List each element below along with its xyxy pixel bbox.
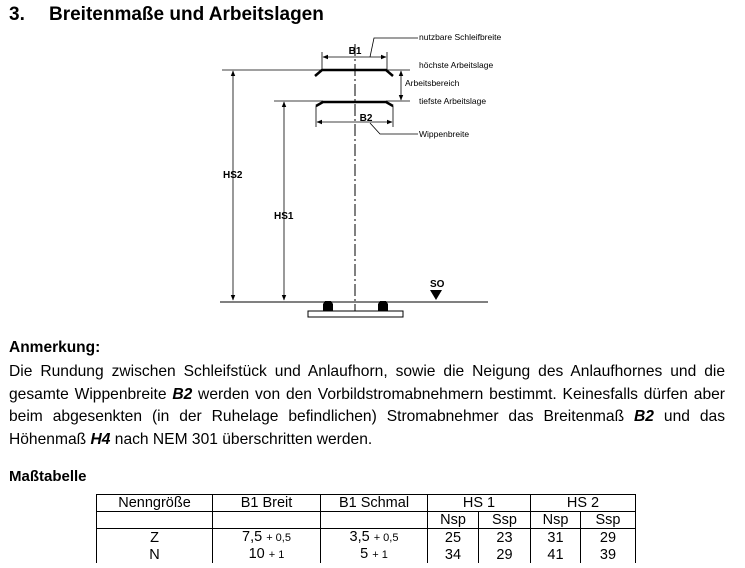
b2-term: B2 <box>172 385 193 403</box>
remark-heading: Anmerkung: <box>9 339 101 356</box>
base-plate <box>308 311 403 317</box>
label-hs1: HS1 <box>274 211 294 222</box>
subheader-hs1-nsp: Nsp <box>428 512 479 529</box>
table-heading: Maßtabelle <box>9 468 87 485</box>
table-row: N 10 + 1 5 + 1 34 29 41 39 <box>97 546 636 563</box>
b2-term-2: B2 <box>634 408 654 425</box>
highest-contact-strip <box>315 70 393 76</box>
label-working-range: Arbeitsbereich <box>405 78 460 88</box>
section-title-text: Breitenmaße und Arbeitslagen <box>49 4 324 25</box>
header-b1-wide: B1 Breit <box>213 495 321 512</box>
label-highest-position: höchste Arbeitslage <box>419 60 494 70</box>
label-b2: B2 <box>359 113 373 124</box>
h4-term: H4 <box>90 430 111 448</box>
label-usable-width: nutzbare Schleifbreite <box>419 32 502 42</box>
dimension-table <box>96 494 636 563</box>
label-so: SO <box>430 279 445 290</box>
header-hs2: HS 2 <box>531 495 636 512</box>
insulator-right <box>378 304 388 311</box>
label-hs2: HS2 <box>223 170 243 181</box>
so-marker-icon <box>430 290 442 300</box>
remark-body: Die Rundung zwischen Schleifstück und Anlaufhorn, sowie die Neigung des Anlaufhornes und die gesamte Wippenbreite B2 werden von den Vorbildstromabnehmern bestimmt. Keinesfalls dürfen aber beim abgesenkten (in der Ruhelage befindlichen) Stromabnehmer das Breitenmaß B2 und das Höhenmaß H4 nach NEM 301 überschritten werden. <box>9 363 725 448</box>
subheader-hs2-ssp: Ssp <box>581 512 636 529</box>
header-hs1: HS 1 <box>428 495 531 512</box>
header-size: Nenngröße <box>97 495 213 512</box>
header-b1-narrow: B1 Schmal <box>321 495 428 512</box>
subheader-hs2-nsp: Nsp <box>531 512 581 529</box>
table-row: Z 7,5 + 0,5 3,5 + 0,5 25 23 31 29 <box>97 529 636 547</box>
subheader-hs1-ssp: Ssp <box>479 512 531 529</box>
insulator-left <box>323 304 333 311</box>
label-rocker-width: Wippenbreite <box>419 129 470 139</box>
section-number: 3. <box>9 4 25 25</box>
label-b1: B1 <box>348 46 362 57</box>
label-lowest-position: tiefste Arbeitslage <box>419 96 487 106</box>
